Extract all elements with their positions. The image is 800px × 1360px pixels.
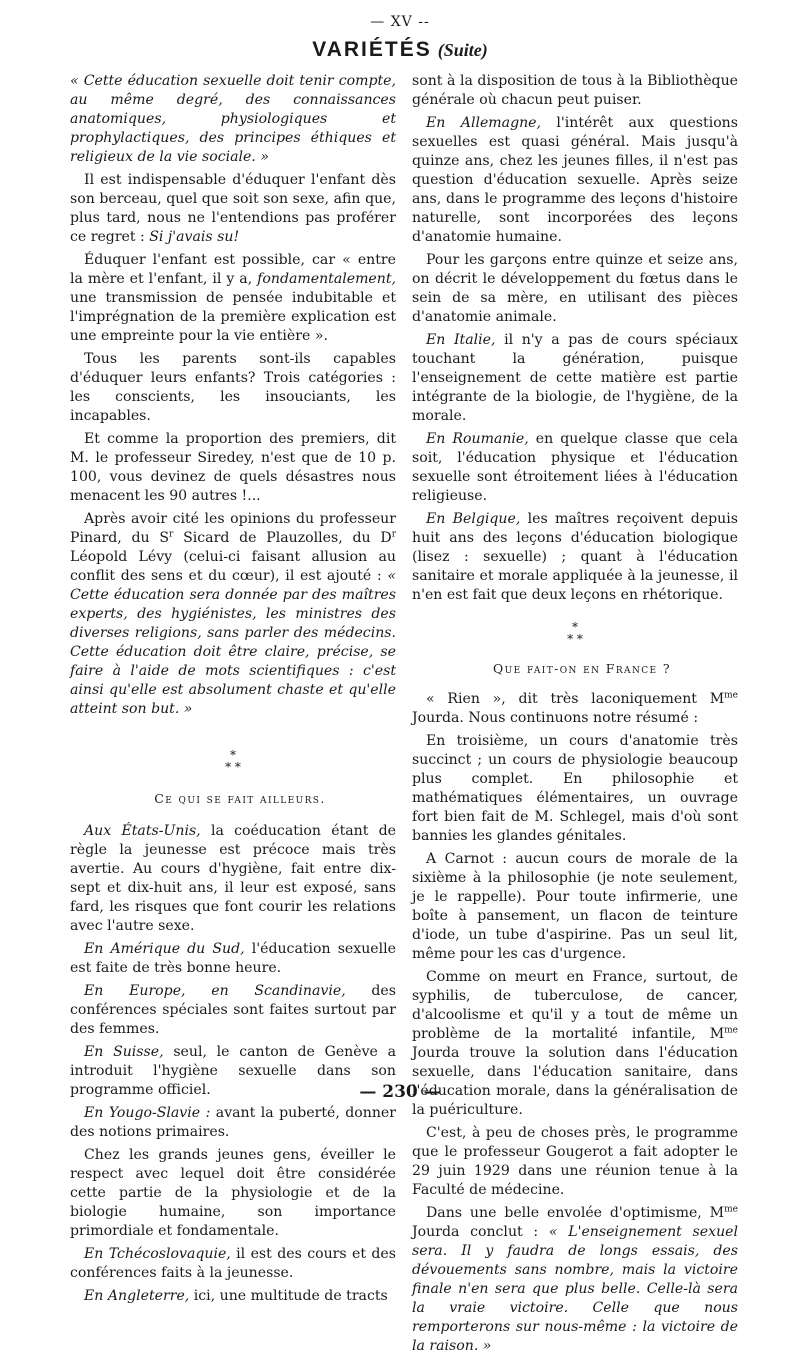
paragraph: En Suisse, seul, le canton de Genève a introduit l'hygiène sexuelle dans son programme officiel.	[70, 1044, 396, 1098]
paragraph: Pour les garçons entre quinze et seize ans, on décrit le développement du fœtus dans le sein de sa mère, en utilisant des pièces d'anatomie animale.	[412, 252, 738, 325]
paragraph: En Allemagne, l'intérêt aux questions sexuelles est quasi général. Mais jusqu'à quinze ans, chez les jeunes filles, il n'est pas question d'éducation sexuelle. Après seize ans, dans le programme des leçons d'histoire naturelle, sont incorporées des leçons d'anatomie humaine.	[412, 115, 738, 245]
section-separator-asterisks: * * *	[567, 620, 583, 646]
title-main: VARIÉTÉS	[312, 38, 432, 61]
paragraph: C'est, à peu de choses près, le programme que le professeur Gougerot a fait adopter le 29 juin 1929 dans une réunion tenue à la Faculté de médecine.	[412, 1125, 738, 1198]
right-column	[412, 72, 738, 1360]
page-header-roman: — XV --	[370, 14, 430, 30]
paragraph: Et comme la proportion des premiers, dit M. le professeur Siredey, n'est que de 10 p. 100, vous devinez de quels désastres nous menacent les 90 autres !...	[70, 431, 396, 504]
section-separator-asterisks: * * *	[225, 748, 241, 774]
paragraph: Tous les parents sont-ils capables d'éduquer leurs enfants? Trois catégories : les conscients, les insouciants, les incapables.	[70, 351, 396, 424]
paragraph: Dans une belle envolée d'optimisme, $M^{me}$ Jourda conclut : « L'enseignement sexuel sera. Il y faudra de longs essais, des dévouements sans nombre, mais la victoire finale n'en sera que plus belle. Celle-là sera la vraie victoire. Celle que nous remporterons sur nous-même : la victoire de la raison. »	[412, 1204, 738, 1354]
title-suffix: (Suite)	[437, 40, 488, 60]
paragraph: En Tchécoslovaquie, il est des cours et des conférences faits à la jeunesse.	[70, 1246, 396, 1281]
left-column	[70, 72, 396, 1310]
paragraph: En troisième, un cours d'anatomie très succinct ; un cours de physiologie beaucoup plus complet. En philosophie et mathématiques élémentaires, un ouvrage fort bien fait de M. Schlegel, mais d'où sont bannies les glandes génitales.	[412, 733, 738, 844]
paragraph: En Italie, il n'y a pas de cours spéciaux touchant la génération, puisque l'enseignement de cette matière est partie intégrante de la biologie, de l'hygiène, de la morale.	[412, 332, 738, 424]
paragraph: En Belgique, les maîtres reçoivent depuis huit ans des leçons d'éducation biologique (lisez : sexuelle) ; quant à l'éducation sanitaire et morale appliquée à la jeunesse, il n'en est fait que deux leçons en rhétorique.	[412, 511, 738, 603]
paragraph: Aux États-Unis, la coéducation étant de règle la jeunesse est précoce mais très avertie. Au cours d'hygiène, fait entre dix-sept et dix-huit ans, il leur est exposé, sans fard, les risques que font courir les relations avec l'autre sexe.	[70, 823, 397, 934]
paragraph: En Roumanie, en quelque classe que cela soit, l'éducation physique et l'éducation sexuelle sont étroitement liées à l'éducation religieuse.	[412, 431, 738, 504]
section-heading: Ce qui se fait ailleurs.	[154, 791, 326, 806]
paragraph: Chez les grands jeunes gens, éveiller le respect avec lequel doit être considérée cette partie de la physiologie et de la biologie humaine, son importance primordiale et fondamentale.	[70, 1147, 396, 1239]
paragraph: A Carnot : aucun cours de morale de la sixième à la philosophie (je note seulement, je le rappelle). Pour toute infirmerie, une boîte à pansement, un flacon de teinture d'iode, un tube d'aspirine. Pas un seul lit, même pour les cas d'urgence.	[412, 851, 738, 962]
section-heading: Que fait-on en France ?	[493, 661, 671, 676]
paragraph: Éduquer l'enfant est possible, car « entre la mère et l'enfant, il y a, fondamentalement, une transmission de pensée indubitable et l'imprégnation de la première explication est une empreinte pour la vie entière ».	[70, 252, 396, 344]
paragraph: En Amérique du Sud, l'éducation sexuelle est faite de très bonne heure.	[70, 941, 396, 976]
paragraph: « Cette éducation sexuelle doit tenir compte, au même degré, des connaissances anatomiques, physiologiques et prophylactiques, des principes éthiques et religieux de la vie sociale. »	[70, 73, 396, 165]
paragraph: Il est indispensable d'éduquer l'enfant dès son berceau, quel que soit son sexe, afin que, plus tard, nous ne l'entendions pas proférer ce regret : Si j'avais su!	[70, 172, 396, 245]
paragraph: Après avoir cité les opinions du professeur Pinard, du $S^r$ Sicard de Plauzolles, du $D^r$ Léopold Lévy (celui-ci faisant allusion au conflit des sens et du cœur), il est ajouté : « Cette éducation sera donnée par des maîtres experts, des hygiénistes, les ministres des diverses religions, sans parler des médecins. Cette éducation doit être claire, précise, se faire à l'aide de mots scientifiques : c'est ainsi qu'elle est absolument chaste et qu'elle atteint son but. »	[70, 511, 396, 717]
paragraph: En Europe, en Scandinavie, des conférences spéciales sont faites surtout par des femmes.	[70, 983, 396, 1037]
paragraph: « Rien », dit très laconiquement $M^{me}$ Jourda. Nous continuons notre résumé :	[412, 690, 738, 726]
paragraph: Comme on meurt en France, surtout, de syphilis, de tuberculose, de cancer, d'alcoolisme et qu'il y a tout de même un problème de la mortalité infantile, $M^{me}$ Jourda trouve la solution dans l'éducation sexuelle, dans l'éducation sanitaire, dans l'éducation morale, dans la généralisation de la puériculture.	[412, 969, 738, 1118]
paragraph: sont à la disposition de tous à la Bibliothèque générale où chacun peut puiser.	[412, 73, 738, 108]
page-title	[0, 38, 800, 62]
paragraph: En Yougo-Slavie : avant la puberté, donner des notions primaires.	[70, 1105, 397, 1140]
paragraph: En Angleterre, ici, une multitude de tracts	[84, 1288, 388, 1304]
page-number: — 230 —	[359, 1082, 441, 1102]
